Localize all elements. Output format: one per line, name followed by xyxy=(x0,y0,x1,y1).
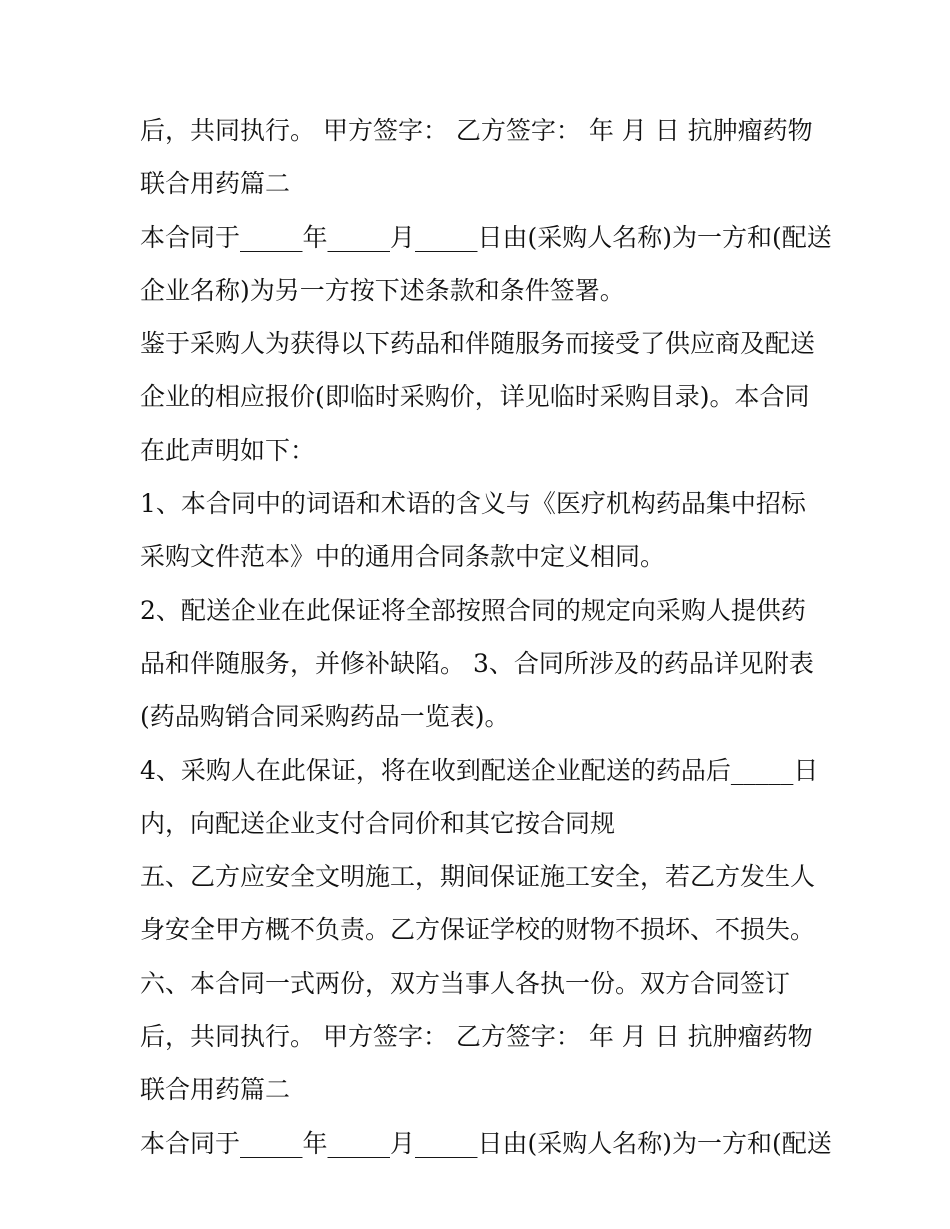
text-line: 后，共同执行。 甲方签字： 乙方签字： 年 月 日 抗肿瘤药物 xyxy=(140,116,813,145)
text-line: 本合同于_____年_____月_____日由(采购人名称)为一方和(配送 xyxy=(140,222,832,252)
text-line: 后，共同执行。 甲方签字： 乙方签字： 年 月 日 抗肿瘤药物 xyxy=(140,1022,813,1052)
document-body xyxy=(140,104,830,1170)
text-line: 内，向配送企业支付合同价和其它按合同规 xyxy=(140,808,616,838)
text-line: 联合用药篇二 xyxy=(140,169,291,199)
text-line: 2、配送企业在此保证将全部按照合同的规定向采购人提供药 xyxy=(140,595,806,625)
text-line: (药品购销合同采购药品一览表)。 xyxy=(140,702,510,732)
text-line: 六、本合同一式两份，双方当事人各执一份。双方合同签订 xyxy=(140,968,791,998)
text-line: 身安全甲方概不负责。乙方保证学校的财物不损坏、不损失。 xyxy=(140,915,816,945)
text-line: 企业名称)为另一方按下述条款和条件签署。 xyxy=(140,275,625,305)
text-line: 联合用药篇二 xyxy=(140,1075,291,1105)
text-line: 在此声明如下： xyxy=(140,435,316,465)
text-line: 1、本合同中的词语和术语的含义与《医疗机构药品集中招标 xyxy=(140,489,806,519)
text-line: 本合同于_____年_____月_____日由(采购人名称)为一方和(配送 xyxy=(140,1128,832,1158)
text-line: 鉴于采购人为获得以下药品和伴随服务而接受了供应商及配送 xyxy=(140,329,816,359)
text-line: 五、乙方应安全文明施工，期间保证施工安全，若乙方发生人 xyxy=(140,862,816,892)
text-line: 品和伴随服务，并修补缺陷。 3、合同所涉及的药品详见附表 xyxy=(140,648,814,678)
text-line: 4、采购人在此保证，将在收到配送企业配送的药品后_____日 xyxy=(140,755,819,785)
text-line: 采购文件范本》中的通用合同条款中定义相同。 xyxy=(140,542,666,572)
text-line: 企业的相应报价(即临时采购价，详见临时采购目录)。本合同 xyxy=(140,382,810,412)
